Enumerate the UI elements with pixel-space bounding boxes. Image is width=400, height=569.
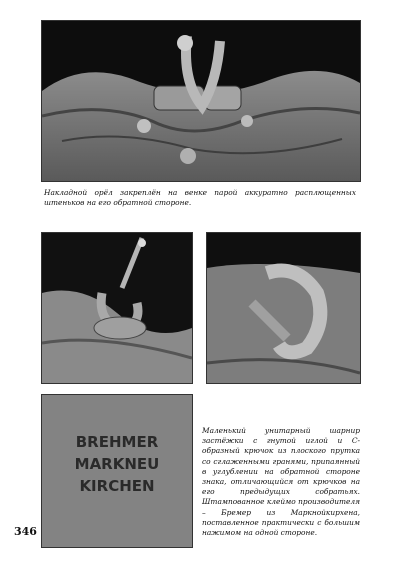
stamp-line-2: MARKNEU — [74, 455, 160, 473]
stamp-line-3: KIRCHEN — [79, 477, 155, 495]
photo-c-hook — [206, 232, 361, 384]
page-number: 346 — [14, 525, 37, 538]
photo-hook-closeup — [41, 232, 193, 384]
photo-maker-stamp — [41, 394, 193, 548]
photo-badge-reverse — [41, 20, 361, 182]
caption-top: Накладной орёл закреплён на венке парой аккуратно расплющенных штеньков на его обратной стороне. — [44, 188, 356, 208]
caption-bottom: Маленький унитарный шарнир застёжки с гнутой иглой и С-образный крючок из плоского прутка со сглаженными гранями, припаянный в углублении на обратной стороне знака, отличающийся от крючков на его предыдущих собратьях. Штампованное клеймо производителя – Бремер из Маркнойкирхена, поставленное практически с большим нажимом на одной стороне. — [202, 426, 360, 538]
stamp-line-1: BREHMER — [75, 433, 159, 451]
